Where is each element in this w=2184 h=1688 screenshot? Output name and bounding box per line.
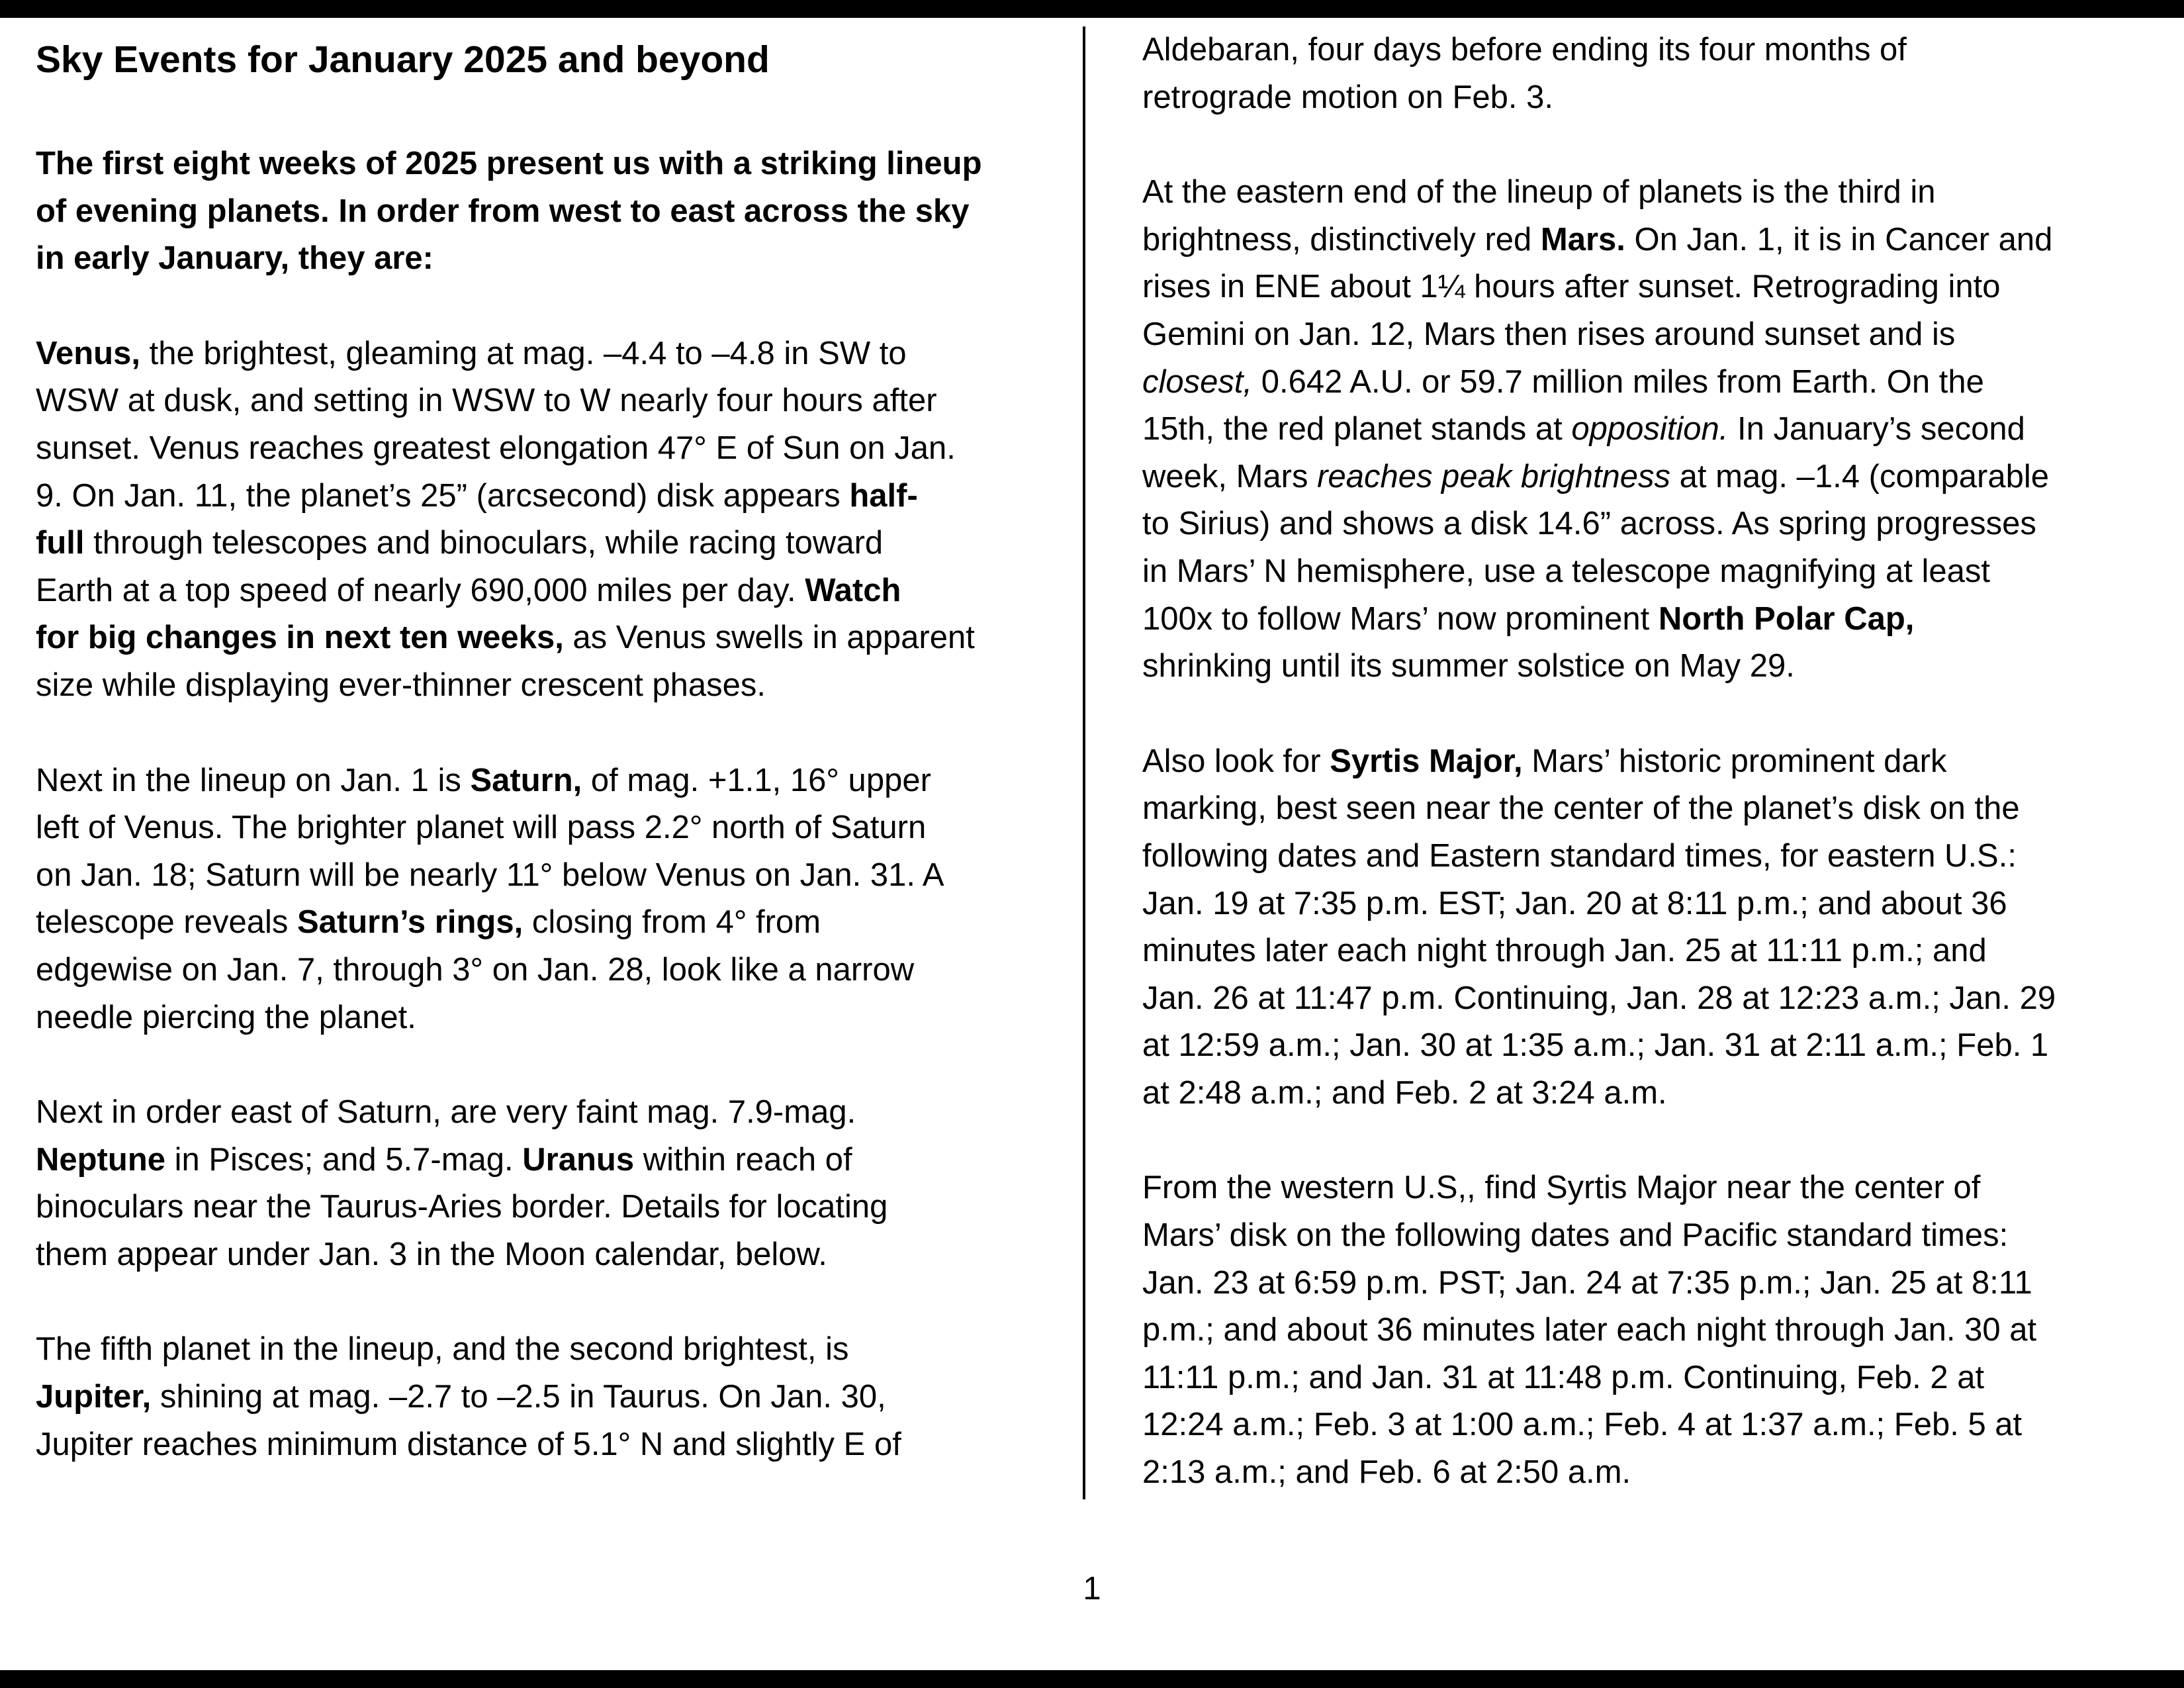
page-number: 1 bbox=[1083, 1571, 1101, 1607]
jupiter-continued-paragraph: Aldebaran, four days before ending its four months of retrograde motion on Feb. 3. bbox=[1142, 32, 1907, 115]
right-column bbox=[1142, 26, 2161, 1544]
neptune-uranus-paragraph: Next in order east of Saturn, are very faint mag. 7.9-mag. Neptune in Pisces; and 5.7-mag. Uranus within reach of binoculars near the Taurus-Aries border. Details for locating them appear under Jan. 3 in the Moon calendar, below. bbox=[36, 1094, 888, 1272]
left-column bbox=[36, 26, 1055, 1516]
mars-paragraph: At the eastern end of the lineup of planets is the third in brightness, distinctively red Mars. On Jan. 1, it is in Cancer and rises in ENE about 1¼ hours after sunset. Retrograding into Gemini on Jan. 12, Mars then rises around sunset and is closest, 0.642 A.U. or 59.7 million miles from Earth. On the 15th, the red planet stands at opposition. In January’s second week, Mars reaches peak brightness at mag. –1.4 (comparable to Sirius) and shows a disk 14.6” across. As spring progresses in Mars’ N hemisphere, use a telescope magnifying at least 100x to follow Mars’ now prominent North Polar Cap, shrinking until its summer solstice on May 29. bbox=[1142, 174, 2053, 684]
saturn-paragraph: Next in the lineup on Jan. 1 is Saturn, of mag. +1.1, 16° upper left of Venus. The brighter planet will pass 2.2° north of Saturn on Jan. 18; Saturn will be nearly 11° below Venus on Jan. 31. A telescope reveals Saturn’s rings, closing from 4° from edgewise on Jan. 7, through 3° on Jan. 28, look like a narrow needle piercing the planet. bbox=[36, 762, 944, 1035]
intro-paragraph: The first eight weeks of 2025 present us with a striking lineup of evening planets. In order from west to east across the sky in early January, they are: bbox=[36, 146, 982, 277]
venus-name: Venus, bbox=[36, 335, 140, 371]
jupiter-paragraph: The fifth planet in the lineup, and the second brightest, is Jupiter, shining at mag. –2.7 to –2.5 in Taurus. On Jan. 30, Jupiter reaches minimum distance of 5.1° N and slightly E of bbox=[36, 1331, 901, 1462]
syrtis-major-west-paragraph: From the western U.S,, find Syrtis Major near the center of Mars’ disk on the following dates and Pacific standard times: Jan. 23 at 6:59 p.m. PST; Jan. 24 at 7:35 p.m.; Jan. 25 at 8:11 p.m.; and about 36 minutes later each night through Jan. 30 at 11:11 p.m.; and Jan. 31 at 11:48 p.m. Continuing, Feb. 2 at 12:24 a.m.; Feb. 3 at 1:00 a.m.; Feb. 4 at 1:37 a.m.; Feb. 5 at 2:13 a.m.; and Feb. 6 at 2:50 a.m. bbox=[1142, 1170, 2037, 1491]
syrtis-major-east-paragraph: Also look for Syrtis Major, Mars’ historic prominent dark marking, best seen near the center of the planet’s disk on the following dates and Eastern standard times, for eastern U.S.: Jan. 19 at 7:35 p.m. EST; Jan. 20 at 8:11 p.m.; and about 36 minutes later each night through Jan. 25 at 11:11 p.m.; and Jan. 26 at 11:47 p.m. Continuing, Jan. 28 at 12:23 a.m.; Jan. 29 at 12:59 a.m.; Jan. 30 at 1:35 a.m.; Jan. 31 at 2:11 a.m.; Feb. 1 at 2:48 a.m.; and Feb. 2 at 3:24 a.m. bbox=[1142, 743, 2056, 1111]
bottom-border-bar bbox=[0, 1670, 2184, 1688]
column-divider bbox=[1083, 26, 1085, 1499]
venus-paragraph: Venus, the brightest, gleaming at mag. –4.4 to –4.8 in SW to WSW at dusk, and setting in WSW to W nearly four hours after sunset. Venus reaches greatest elongation 47° E of Sun on Jan. 9. On Jan. 11, the planet’s 25” (arcsecond) disk appears half- full through telescopes and binoculars, while racing toward Earth at a top speed of nearly 690,000 miles per day. Watch for big changes in next ten weeks, as Venus swells in apparent size while displaying ever-thinner crescent phases. bbox=[36, 335, 975, 703]
page-title: Sky Events for January 2025 and beyond bbox=[36, 38, 770, 81]
top-border-bar bbox=[0, 0, 2184, 18]
